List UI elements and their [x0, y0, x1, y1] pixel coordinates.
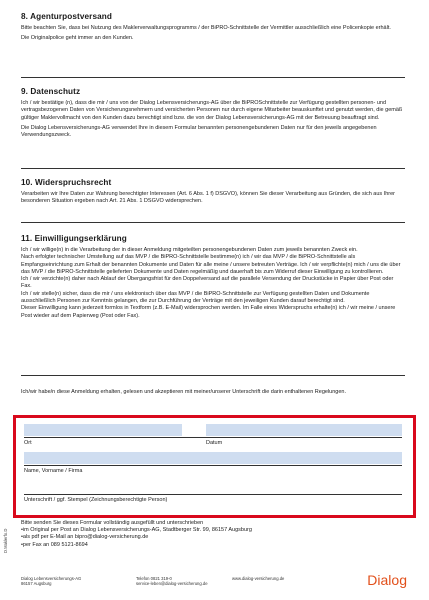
field-underline [24, 494, 402, 495]
section-heading: 10. Widerspruchsrecht [21, 178, 112, 187]
dialog-logo: Dialog [367, 572, 407, 588]
section-divider [21, 77, 405, 78]
name-label: Name, Vorname / Firma [24, 468, 83, 474]
form-code: D.Maklerfo.D [3, 528, 8, 553]
section-datenschutz [21, 87, 405, 142]
unterschrift-label: Unterschrift / ggf. Stempel (Zeichnungsberechtigte Person) [24, 497, 168, 503]
send-instructions: Bitte senden Sie dieses Formular vollständig ausgefüllt und unterschrieben •im Original per Post an Dialog Lebensversicherungs-AG, Stadtberger Str. 99, 86157 Augsburg •als pdf per E-Mail an bipro@dialog-versicherung.de •per Fax an 089 5121-8694 [21, 520, 252, 548]
consent-text: Ich/wir habe/n diese Anmeldung erhalten, gelesen und akzeptieren mit meiner/unserer Unterschrift die darin enthaltenen Regelungen. [21, 389, 347, 395]
signature-field[interactable] [24, 480, 402, 494]
section-paragraph: Verarbeiten wir Ihre Daten zur Wahrung berechtigter Interessen (Art. 6 Abs. 1 f) DSGVO), können Sie dieser Verarbeitung aus Gründen, die sich aus Ihrer besonderen Situation ergeben nach Art. 21 Abs. 1 DSGVO widersprechen. [21, 191, 395, 205]
datum-label: Datum [206, 440, 223, 446]
section-heading: 8. Agenturpostversand [21, 12, 112, 21]
section-widerspruchsrecht [21, 178, 405, 209]
section-divider [21, 168, 405, 169]
section-paragraph: Ich / wir bestätige (n), dass die mir / uns von der Dialog Lebensversicherungs-AG über die BiPROSchnittstelle zur Verfügung gestellten personen- und vertragsbezogenen Daten von Versicherungsnehmern und versicherten Personen nur durch eigene Mitarbeiter beauskunftet und genutzt werden, die gemäß gültiger Maklervollmacht von den Kunden dazu berechtigt sind bzw. die von der Dialog Lebensversicherungs-AG mit der Betreuung beauftragt sind. [21, 100, 403, 121]
section-paragraph: Die Originalpolice geht immer an den Kunden. [21, 35, 134, 42]
section-paragraph: Ich / wir willige(n) in die Verarbeitung der in dieser Anmeldung mitgeteilten personengebundenen Daten zum jeweils benannten Zweck ein. Nach erfolgter technischer Umstellung auf das MVP / die BiPRO-Schnittstelle bestimme(n) ich / wir das MVP / die BiPRO-Schnittstelle als Empfangseinrichtung zum Erhalt der benannten Dokumente und Daten für alle meine / unsere betreuten Verträge. Ich / wir verpflichte(n) mich / uns die über das MVP / die BiPRO-Schnittstelle gelieferten Dokumente und Daten regelmäßig und dauerhaft bis zum Widerruf dieser Einwilligung zu kontrollieren. Ich / wir verzichte(n) daher nach Ablauf der Übergangsfrist für den Doppelversand auf die parallele Versendung der Druckstücke in Papier über Post oder Fax. Ich / wir stelle(n) sicher, dass die mir / uns elektronisch über das MVP / die BiPRO-Schnittstelle zur Verfügung gestellten Daten und Dokumente ausschließlich Personen zur Kenntnis gelangen, die zur Durchführung der Verträge mit den jeweiligen Kunden darauf berechtigt sind. Dieser Einwilligung kann jederzeit formlos in Textform (z.B. E-Mail) widersprochen werden. Im Falle eines Widerspruchs erhalte(n) ich / wir meine / unsere Post wieder auf dem Papierweg (Post oder Fax). [21, 247, 401, 319]
footer-company: Dialog Lebensversicherungs-AG 86157 Augsburg [21, 576, 82, 587]
section-divider [21, 375, 405, 376]
ort-label: Ort [24, 440, 32, 446]
section-paragraph: Die Dialog Lebensversicherungs-AG verwendet Ihre in diesem Formular benannten personengebundenen Daten nur für den jeweils angegebenen Verwendungszweck. [21, 124, 377, 139]
footer-contact: Telefon 0821 319-0 service-leben@dialog-versicherung.de [136, 576, 208, 587]
name-field[interactable] [24, 452, 402, 464]
section-heading: 11. Einwilligungserklärung [21, 234, 127, 243]
section-heading: 9. Datenschutz [21, 87, 81, 96]
section-agenturpostversand [21, 12, 405, 46]
section-divider [21, 222, 405, 223]
datum-field[interactable] [206, 424, 402, 436]
footer-website: www.dialog-versicherung.de [232, 576, 285, 581]
section-einwilligungserklaerung [21, 234, 405, 323]
field-underline [24, 437, 402, 438]
ort-field[interactable] [24, 424, 182, 436]
signature-block [13, 415, 416, 518]
section-paragraph: Bitte beachten Sie, dass bei Nutzung des Maklerverwaltungsprogramms / der BiPRO-Schnittstelle der Vermittler ausschließlich eine Policenkopie erhält. [21, 25, 391, 31]
field-underline [24, 465, 402, 466]
